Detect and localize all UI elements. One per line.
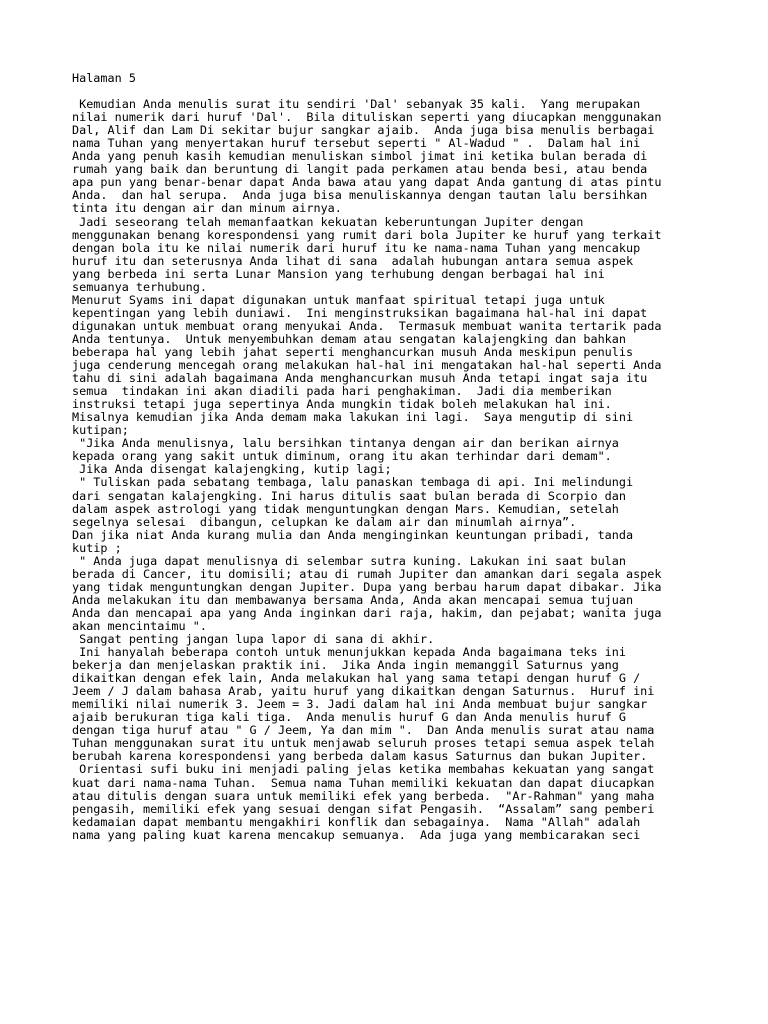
text-line: kuat dari nama-nama Tuhan. Semua nama Tuhan memiliki kekuatan dan dapat diucapkan bbox=[72, 775, 655, 790]
text-line: akan mencintaimu ". bbox=[72, 618, 207, 633]
text-line: Anda dan mencapai apa yang Anda inginkan dari raja, hakim, dan pejabat; wanita juga bbox=[72, 605, 662, 620]
text-line: nama yang paling kuat karena mencakup semuanya. Ada juga yang membicarakan seci bbox=[72, 827, 641, 842]
text-line: bekerja dan menjelaskan praktik ini. Jika Anda ingin memanggil Saturnus yang bbox=[72, 658, 619, 673]
text-line: Anda yang penuh kasih kemudian menuliskan simbol jimat ini ketika bulan berada di bbox=[72, 149, 648, 164]
text-line: dengan bola itu ke nilai numerik dari huruf itu ke nama-nama Tuhan yang mencakup bbox=[72, 240, 641, 255]
text-line: Misalnya kemudian jika Anda demam maka lakukan ini lagi. Saya mengutip di sini bbox=[72, 410, 634, 425]
text-line: Dan jika niat Anda kurang mulia dan Anda menginginkan keuntungan pribadi, tanda bbox=[72, 527, 634, 542]
text-line: digunakan untuk membuat orang menyukai Anda. Termasuk membuat wanita tertarik pada bbox=[72, 318, 662, 333]
text-line: Anda tentunya. Untuk menyembuhkan demam atau sengatan kalajengking dan bahkan bbox=[72, 331, 626, 346]
text-line: dengan tiga huruf atau " G / Jeem, Ya dan mim ". Dan Anda menulis surat atau nama bbox=[72, 723, 655, 738]
text-line: Anda melakukan itu dan membawanya bersama Anda, Anda akan mencapai semua tujuan bbox=[72, 592, 634, 607]
text-line: Jadi seseorang telah memanfaatkan kekuatan keberuntungan Jupiter dengan bbox=[72, 214, 584, 229]
text-line: dikaitkan dengan efek lain, Anda melakukan hal yang sama tetapi dengan huruf G / bbox=[72, 671, 641, 686]
text-line: Kemudian Anda menulis surat itu sendiri 'Dal' sebanyak 35 kali. Yang merupakan bbox=[72, 97, 641, 112]
text-line: tinta itu dengan air dan minum airnya. bbox=[72, 201, 342, 216]
text-line: nama Tuhan yang menyertakan huruf tersebut seperti " Al-Wadud " . Dalam hal ini bbox=[72, 136, 641, 151]
text-line: memiliki nilai numerik 3. Jeem = 3. Jadi dalam hal ini Anda membuat bujur sangkar bbox=[72, 697, 648, 712]
text-line: berubah karena korespondensi yang berbeda dalam kasus Saturnus dan bukan Jupiter. bbox=[72, 749, 648, 764]
text-line: Orientasi sufi buku ini menjadi paling jelas ketika membahas kekuatan yang sangat bbox=[72, 762, 655, 777]
text-line: " Tuliskan pada sebatang tembaga, lalu panaskan tembaga di api. Ini melindungi bbox=[72, 475, 634, 490]
text-line: kepentingan yang lebih duniawi. Ini menginstruksikan bagaimana hal-hal ini dapat bbox=[72, 305, 648, 320]
text-line: segelnya selesai dibangun, celupkan ke dalam air dan minumlah airnya”. bbox=[72, 514, 577, 529]
text-line: Dal, Alif dan Lam Di sekitar bujur sangkar ajaib. Anda juga bisa menulis berbagai bbox=[72, 123, 655, 138]
text-line: menggunakan benang korespondensi yang rumit dari bola Jupiter ke huruf yang terkait bbox=[72, 227, 662, 242]
text-line: instruksi tetapi juga sepertinya Anda mungkin tidak boleh melakukan hal ini. bbox=[72, 397, 612, 412]
text-line: beberapa hal yang lebih jahat seperti menghancurkan musuh Anda meskipun penulis bbox=[72, 344, 634, 359]
text-line: tahu di sini adalah bagaimana Anda menghancurkan musuh Anda tetapi ingat saja itu bbox=[72, 371, 648, 386]
text-line: kepada orang yang sakit untuk diminum, orang itu akan terhindar dari demam". bbox=[72, 449, 612, 464]
text-line: kutipan; bbox=[72, 423, 129, 438]
text-line: " Anda juga dapat menulisnya di selembar sutra kuning. Lakukan ini saat bulan bbox=[72, 553, 626, 568]
text-line: apa pun yang benar-benar dapat Anda bawa atau yang dapat Anda gantung di atas pintu bbox=[72, 175, 662, 190]
text-line: juga cenderung mencegah orang melakukan hal-hal ini mengatakan hal-hal seperti Anda bbox=[72, 358, 662, 373]
text-line: yang tidak menguntungkan dengan Jupiter. Dupa yang berbau harum dapat dibakar. Jika bbox=[72, 579, 662, 594]
document-page bbox=[72, 72, 712, 842]
text-line: Sangat penting jangan lupa lapor di sana di akhir. bbox=[72, 632, 435, 647]
text-line: atau ditulis dengan suara untuk memiliki efek yang berbeda. "Ar-Rahman" yang maha bbox=[72, 788, 655, 803]
text-line: dalam aspek astrologi yang tidak menguntungkan dengan Mars. Kemudian, setelah bbox=[72, 501, 619, 516]
page-header: Halaman 5 bbox=[72, 71, 136, 85]
text-line: dari sengatan kalajengking. Ini harus ditulis saat bulan berada di Scorpio dan bbox=[72, 488, 626, 503]
text-line: kutip ; bbox=[72, 540, 122, 555]
text-line: rumah yang baik dan beruntung di langit pada perkamen atau benda besi, atau benda bbox=[72, 162, 648, 177]
text-line: semua tindakan ini akan diadili pada hari penghakiman. Jadi dia memberikan bbox=[72, 384, 612, 399]
text-line: "Jika Anda menulisnya, lalu bersihkan tintanya dengan air dan berikan airnya bbox=[72, 436, 619, 451]
text-line: kedamaian dapat membantu mengakhiri konflik dan sebagainya. Nama "Allah" adalah bbox=[72, 814, 641, 829]
text-line: Anda. dan hal serupa. Anda juga bisa menuliskannya dengan tautan lalu bersihkan bbox=[72, 188, 648, 203]
text-line: pengasih, memiliki efek yang sesuai dengan sifat Pengasih. “Assalam” sang pemberi bbox=[72, 801, 655, 816]
text-line: Jeem / J dalam bahasa Arab, yaitu huruf yang dikaitkan dengan Saturnus. Huruf ini bbox=[72, 684, 655, 699]
text-line: nilai numerik dari huruf 'Dal'. Bila dituliskan seperti yang diucapkan menggunakan bbox=[72, 110, 662, 125]
text-line: berada di Cancer, itu domisili; atau di rumah Jupiter dan amankan dari segala aspek bbox=[72, 566, 662, 581]
text-line: Ini hanyalah beberapa contoh untuk menunjukkan kepada Anda bagaimana teks ini bbox=[72, 645, 626, 660]
text-line: Menurut Syams ini dapat digunakan untuk manfaat spiritual tetapi juga untuk bbox=[72, 292, 605, 307]
text-line: huruf itu dan seterusnya Anda lihat di sana adalah hubungan antara semua aspek bbox=[72, 253, 634, 268]
text-line: Tuhan menggunakan surat itu untuk menjawab seluruh proses tetapi semua aspek telah bbox=[72, 736, 655, 751]
text-line: Jika Anda disengat kalajengking, kutip lagi; bbox=[72, 462, 392, 477]
text-line: ajaib berukuran tiga kali tiga. Anda menulis huruf G dan Anda menulis huruf G bbox=[72, 710, 626, 725]
text-line: semuanya terhubung. bbox=[72, 279, 207, 294]
text-line: yang berbeda ini serta Lunar Mansion yang terhubung dengan berbagai hal ini bbox=[72, 266, 605, 281]
document-body bbox=[72, 98, 712, 842]
